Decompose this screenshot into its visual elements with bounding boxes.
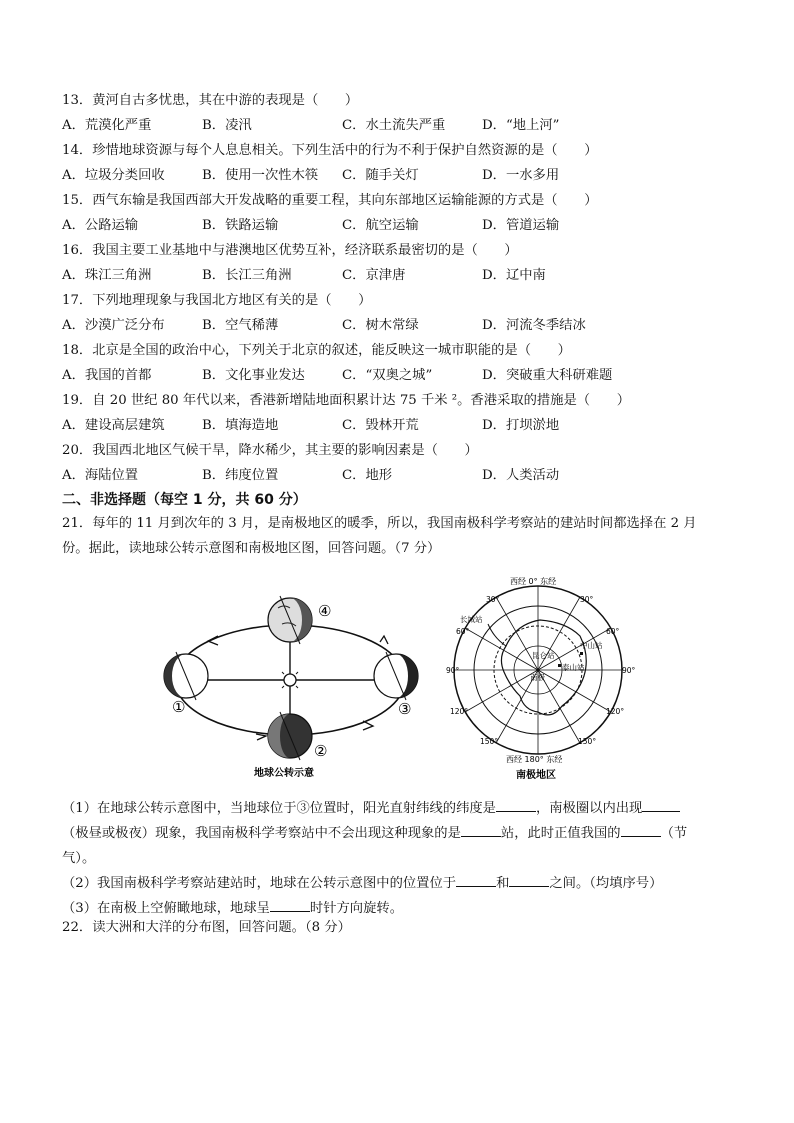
svg-text:60°: 60°	[456, 627, 470, 636]
option-d[interactable]: D．打坝淤地	[482, 418, 560, 433]
option-c[interactable]: C．随手关灯	[342, 168, 419, 183]
q22-stem: 22．读大洲和大洋的分布图，回答问题。（8 分）	[62, 920, 351, 935]
option-d[interactable]: D．突破重大科研难题	[482, 368, 613, 383]
option-b[interactable]: B．使用一次性木筷	[202, 168, 319, 183]
option-a[interactable]: A．公路运输	[62, 218, 139, 233]
svg-text:60°: 60°	[606, 627, 620, 636]
q21-sub-questions: （1）在地球公转示意图中，当地球位于③位置时，阳光直射纬线的纬度是 ，南极圈以内出现 （极昼或极夜）现象，我国南极科学考察站中不会出现这种现象的是 站，此时正值我国的 （节 气）。 （2）我国南极科学考察站建站时，地球在公转示意图中的位置位于 和 之间。（均填序号） （3）在南极上空俯瞰地球，地球呈 时针方向旋转。	[62, 796, 732, 921]
kunlun-station-label: 昆仑站	[532, 651, 555, 660]
option-b[interactable]: B．长江三角洲	[202, 268, 292, 283]
zhongshan-station-label: 中山站	[580, 641, 603, 650]
q21-intro-line1: 21．每年的 11 月到次年的 3 月，是南极地区的暖季，所以，我国南极科学考察站的建站时间都选择在 2 月	[62, 516, 697, 531]
q21-intro-line2: 份。据此，读地球公转示意图和南极地区图，回答问题。（7 分）	[62, 541, 441, 556]
option-b[interactable]: B．铁路运输	[202, 218, 279, 233]
option-c[interactable]: C．水土流失严重	[342, 118, 446, 133]
option-a[interactable]: A．沙漠广泛分布	[62, 318, 165, 333]
answer-blank[interactable]	[642, 797, 680, 812]
svg-text:30°: 30°	[580, 595, 594, 604]
svg-text:90°: 90°	[446, 666, 460, 675]
south-pole-label: 南极	[530, 673, 545, 682]
position-label-3: ③	[398, 700, 412, 718]
section-2-title: 二、非选择题（每空 1 分，共 60 分）	[62, 492, 307, 508]
question-stem: 17．下列地理现象与我国北方地区有关的是（ ）	[62, 293, 372, 308]
answer-blank[interactable]	[496, 797, 536, 812]
fig2-caption: 南极地区	[516, 770, 556, 781]
question-stem: 16．我国主要工业基地中与港澳地区优势互补，经济联系最密切的是（ ）	[62, 243, 518, 258]
taishan-station-label: 泰山站	[562, 663, 585, 672]
svg-text:150°: 150°	[578, 737, 597, 746]
option-a[interactable]: A．荒漠化严重	[62, 118, 152, 133]
option-a[interactable]: A．垃圾分类回收	[62, 168, 165, 183]
option-c[interactable]: C．地形	[342, 468, 393, 483]
answer-blank[interactable]	[509, 872, 549, 887]
earth-revolution-diagram	[158, 584, 428, 780]
question-stem: 20．我国西北地区气候干旱，降水稀少，其主要的影响因素是（ ）	[62, 443, 478, 458]
svg-text:120°: 120°	[606, 707, 625, 716]
option-b[interactable]: B．填海造地	[202, 418, 279, 433]
answer-blank[interactable]	[456, 872, 496, 887]
option-a[interactable]: A．珠江三角洲	[62, 268, 152, 283]
antarctica-map	[446, 576, 642, 782]
option-c[interactable]: C．航空运输	[342, 218, 419, 233]
option-d[interactable]: D．人类活动	[482, 468, 560, 483]
option-b[interactable]: B．空气稀薄	[202, 318, 279, 333]
option-d[interactable]: D．河流冬季结冰	[482, 318, 586, 333]
position-label-2: ②	[314, 742, 328, 760]
option-c[interactable]: C．京津唐	[342, 268, 406, 283]
position-label-1: ①	[172, 698, 186, 716]
option-d[interactable]: D．一水多用	[482, 168, 560, 183]
option-a[interactable]: A．我国的首都	[62, 368, 152, 383]
question-stem: 18．北京是全国的政治中心，下列关于北京的叙述，能反映这一城市职能的是（ ）	[62, 343, 571, 358]
fig1-caption: 地球公转示意	[254, 768, 314, 779]
option-b[interactable]: B．纬度位置	[202, 468, 279, 483]
earth-position-1	[164, 652, 208, 700]
option-c[interactable]: C．“双奥之城”	[342, 368, 433, 383]
question-stem: 14．珍惜地球资源与每个人息息相关。下列生活中的行为不利于保护自然资源的是（ ）	[62, 143, 598, 158]
svg-text:90°: 90°	[622, 666, 636, 675]
position-label-4: ④	[318, 602, 332, 620]
answer-blank[interactable]	[270, 897, 310, 912]
svg-text:150°: 150°	[480, 737, 499, 746]
option-a[interactable]: A．建设高层建筑	[62, 418, 165, 433]
earth-position-4	[268, 596, 312, 644]
question-stem: 13．黄河自古多忧患，其在中游的表现是（ ）	[62, 93, 359, 108]
svg-text:30°: 30°	[486, 595, 500, 604]
question-stem: 15．西气东输是我国西部大开发战略的重要工程，其向东部地区运输能源的方式是（ ）	[62, 193, 598, 208]
svg-text:西经 180° 东经: 西经 180° 东经	[506, 755, 563, 764]
option-c[interactable]: C．树木常绿	[342, 318, 419, 333]
svg-text:120°: 120°	[450, 707, 469, 716]
option-d[interactable]: D．辽中南	[482, 268, 546, 283]
earth-position-3	[374, 652, 418, 700]
option-a[interactable]: A．海陆位置	[62, 468, 139, 483]
answer-blank[interactable]	[461, 822, 501, 837]
svg-text:西经 0° 东经: 西经 0° 东经	[510, 577, 557, 586]
earth-position-2	[268, 712, 312, 760]
option-d[interactable]: D．管道运输	[482, 218, 560, 233]
option-b[interactable]: B．文化事业发达	[202, 368, 305, 383]
answer-blank[interactable]	[621, 822, 661, 837]
option-c[interactable]: C．毁林开荒	[342, 418, 419, 433]
question-stem: 19．自 20 世纪 80 年代以来，香港新增陆地面积累计达 75 千米 ²。香港采取的措施是（ ）	[62, 393, 630, 408]
option-b[interactable]: B．凌汛	[202, 118, 252, 133]
changcheng-station-label: 长城站	[460, 615, 483, 624]
option-d[interactable]: D．“地上河”	[482, 118, 560, 133]
